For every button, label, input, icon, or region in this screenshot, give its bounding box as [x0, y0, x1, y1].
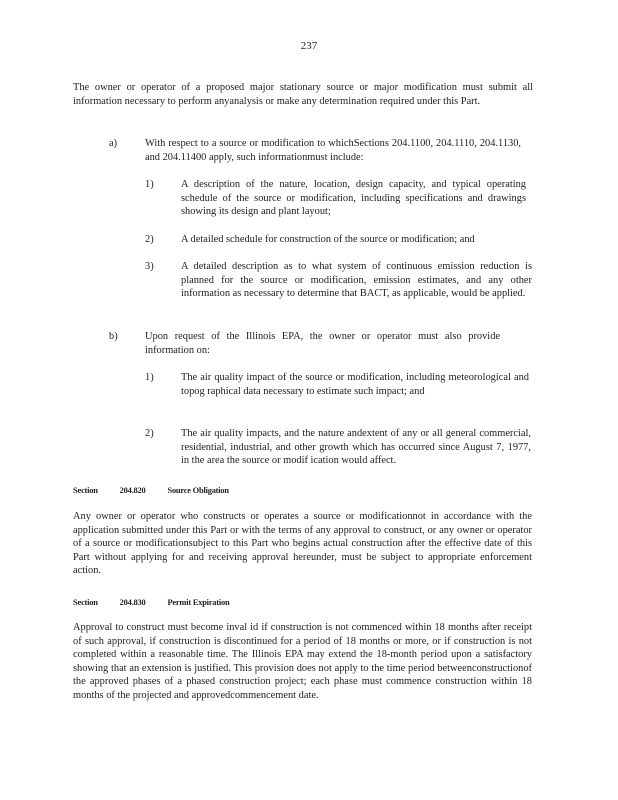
- section-heading-204-830: [73, 596, 251, 610]
- section-body-204-830: Approval to construct must become inval id if construction is not commenced within 18 months after receipt of such approval, if construction is discontinued for a period of 18 months or more, or if construction is not completed within a reasonable time. The Illinois EPA may extend the 18-month period upon a satisfactory showing that an extension is justified. This provision does not apply to the time period betweenconstructionof the approved phases of a phased construction project; each phase must commence construction within 18 months of the projected and approvedcommencement date.: [73, 622, 532, 701]
- subitem-text-a1: A description of the nature, location, design capacity, and typical operating schedule of the source or modification, including specifications and drawings showing its design and plant layout;: [181, 179, 526, 218]
- section-heading-204-820: [73, 484, 251, 498]
- subitem-text-b1: The air quality impact of the source or modification, including meteorological and topog raphical data necessary to estimate such impact; and: [181, 372, 529, 397]
- section-number: 204.820: [119, 486, 146, 495]
- subitem-text-a2: A detailed schedule for construction of the source or modification; and: [181, 234, 475, 245]
- intro-paragraph: The owner or operator of a proposed major stationary source or major modification must submit all information necessary to perform anyanalysis or make any determination required under this Part.: [73, 82, 533, 107]
- subitem-marker-b1: 1): [145, 372, 154, 383]
- section-body-204-820: Any owner or operator who constructs or operates a source or modificationnot in accordance with the application submitted under this Part or with the terms of any approval to construct, or any owner or operator of a source or modificationsubject to this Part who begins actual construction after the effective date of this Part without applying for and receiving approval hereunder, must be subject to appropriate enforcement action.: [73, 511, 532, 577]
- item-marker-a: a): [109, 138, 118, 149]
- item-marker-b: b): [109, 331, 118, 342]
- section-title: Permit Expiration: [167, 598, 230, 607]
- item-text-b: Upon request of the Illinois EPA, the owner or operator must also provide information on:: [145, 331, 500, 356]
- subitem-marker-a3: 3): [145, 261, 154, 272]
- subitem-text-a3: A detailed description as to what system of continuous emission reduction is planned for the source or modification, emission estimates, and any other information as necessary to determine that BACT, as applicable, would be applied.: [181, 261, 532, 300]
- section-number: 204.830: [119, 598, 146, 607]
- subitem-marker-b2: 2): [145, 428, 154, 439]
- subitem-marker-a2: 2): [145, 234, 154, 245]
- item-text-a: With respect to a source or modification to whichSections 204.1100, 204.1110, 204.1130, and 204.11400 apply, such informationmust include:: [145, 138, 521, 163]
- page-number: 237: [300, 40, 318, 52]
- section-label: Section: [73, 486, 98, 495]
- section-title: Source Obligation: [167, 486, 229, 495]
- subitem-marker-a1: 1): [145, 179, 154, 190]
- subitem-text-b2: The air quality impacts, and the nature andextent of any or all general commercial, residential, industrial, and other growth which has occurred since August 7, 1977, in the area the source or modif ication would affect.: [181, 428, 531, 467]
- section-label: Section: [73, 598, 98, 607]
